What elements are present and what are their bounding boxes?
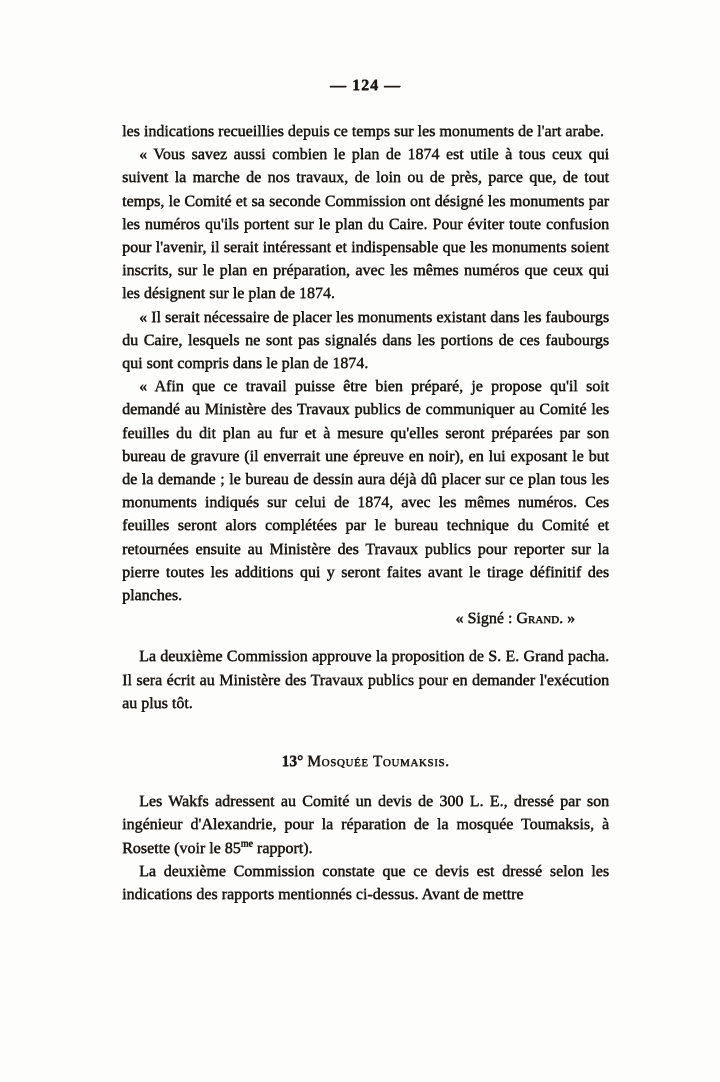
signature-close-quote: » [563,610,575,628]
section-heading [122,750,609,773]
paragraph-quote-plan-1874: « Vous savez aussi combien le plan de 1874 est utile à tous ceux qui suivent la marche de nos travaux, de loin ou de près, parce que, de tout temps, le Comité et sa seconde Commission ont désigné les monuments par les numéros qu'ils portent sur le plan du Caire. Pour éviter toute confusion pour l'avenir, il serait intéressant et indispensable que les monuments soient inscrits, sur le plan en préparation, avec les mêmes numéros que ceux qui les désignent sur le plan de 1874. [122,146,609,303]
signature-prefix: « Signé : [455,610,517,628]
paragraph-wakfs-devis [122,790,609,860]
paragraph-quote-proposition: « Afin que ce travail puisse être bien préparé, je propose qu'il soit demandé au Ministère des Travaux publics de communiquer au Comité les feuilles du dit plan au fur et à mesure qu'elles seront préparées par son bureau de gravure (il enverrait une épreuve en noir), en lui exposant le but de la demande ; le bureau de dessin aura déjà dû placer sur ce plan tous les monuments indiqués sur celui de 1874, avec les mêmes numéros. Ces feuilles seront alors complétées par le bureau technique du Comité et retournées ensuite au Ministère des Travaux publics pour reporter sur la pierre toutes les additions qui y seront faites avant le tirage définitif des planches. [122,378,609,605]
text-block [122,0,609,906]
paragraph-commission-approval: La deuxième Commission approuve la proposition de S. E. Grand pacha. Il sera écrit au Ministère des Travaux publics pour en demander l'exécution au plus tôt. [122,648,609,712]
section-number: 13° [281,753,304,771]
signature-name: Grand. [516,610,563,628]
signature-line [122,607,609,630]
paragraph-continuation: les indications recueillies depuis ce temps sur les monuments de l'art arabe. [122,123,604,140]
section-title: Mosquée Toumaksis. [307,753,450,771]
paragraph-text-after-superscript: rapport). [252,839,313,857]
paragraph-quote-faubourgs: « Il serait nécessaire de placer les monuments existant dans les faubourgs du Caire, lesquels ne sont pas signalés dans les portions de ces faubourgs qui sont compris dans le plan de 1874. [122,308,609,373]
superscript-ordinal: me [240,838,253,850]
paragraph-text-before-superscript: Les Wakfs adressent au Comité un devis de 300 L. E., dressé par son ingénieur d'Alexandrie, pour la réparation de la mosquée Toumaksis, à Rosette (voir le 85 [122,793,609,857]
paragraph-commission-constate: La deuxième Commission constate que ce devis est dressé selon les indications des rapports mentionnés ci-dessus. Avant de mettre [122,862,609,904]
page-number-header: — 124 — [330,77,401,94]
